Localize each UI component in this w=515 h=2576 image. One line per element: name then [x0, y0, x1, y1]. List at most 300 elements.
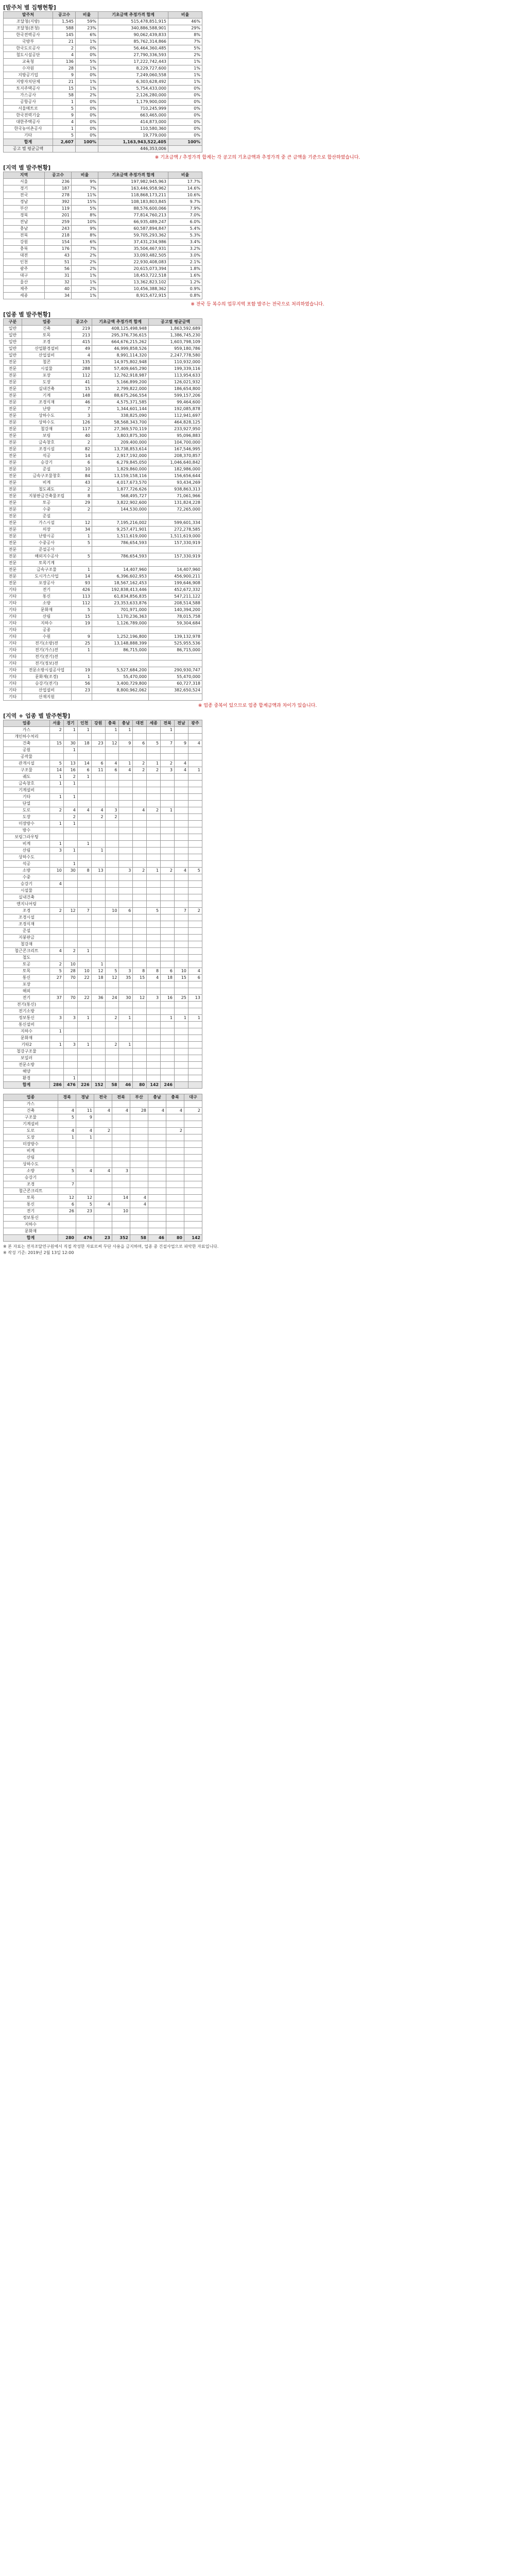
table-cell: 2 [72, 486, 92, 493]
table-cell: 136 [53, 59, 76, 65]
table-cell: 57,409,665,290 [92, 366, 149, 372]
table-cell: 12 [91, 968, 105, 975]
column-header: 공고수 [53, 12, 76, 19]
table-cell: 35 [119, 975, 133, 981]
table-cell: 3 [50, 1015, 64, 1022]
table-cell: 40 [72, 433, 92, 439]
table-cell: 3 [63, 1042, 77, 1048]
table-cell [119, 734, 133, 740]
table-cell: 전기소방 [4, 1008, 50, 1015]
table-cell [119, 928, 133, 935]
table-cell: 난방시공 [22, 533, 72, 540]
table-cell [63, 921, 77, 928]
table-cell: 19,779,000 [98, 132, 168, 139]
table-cell: 1 [119, 1015, 133, 1022]
table-cell: 88,675,266,554 [92, 393, 149, 399]
table-cell [50, 861, 64, 868]
table-row [4, 1075, 202, 1082]
table-cell [130, 1215, 148, 1222]
table-cell [147, 928, 161, 935]
table-cell [91, 854, 105, 861]
table-cell: 0% [76, 45, 98, 52]
table-cell [105, 821, 119, 827]
table-cell: 9 [72, 634, 92, 640]
table-row [4, 1222, 202, 1228]
table-cell: 개인하수처리 [4, 734, 50, 740]
table-cell: 1 [161, 1015, 175, 1022]
table-cell [105, 888, 119, 894]
table-cell: 1.6% [168, 273, 202, 279]
table-cell [119, 874, 133, 881]
table-cell [77, 1075, 91, 1082]
table-cell: 기계설비 [4, 1121, 58, 1128]
table-cell [147, 941, 161, 948]
table-cell: 단열 [4, 801, 50, 807]
table-cell [50, 834, 64, 841]
table-cell [133, 781, 147, 787]
table-cell [184, 1195, 202, 1201]
table-cell [119, 787, 133, 794]
table-cell [175, 814, 188, 821]
table-cell [105, 747, 119, 754]
column-header: 발주처 [4, 12, 53, 19]
table-cell [161, 781, 175, 787]
table-cell [50, 894, 64, 901]
table-row [4, 901, 202, 908]
table-cell: 상하수도 [4, 854, 50, 861]
table-cell [94, 1101, 112, 1108]
table-cell [105, 1075, 119, 1082]
table-cell [58, 1155, 76, 1161]
table-cell [92, 513, 149, 520]
table-row [4, 1128, 202, 1134]
table-cell: 전북 [4, 232, 45, 239]
table-cell [50, 1002, 64, 1008]
footer-line-2: ※ 작성 기준: 2019년 2월 13일 12:00 [3, 1250, 74, 1255]
table-cell: 4 [188, 740, 202, 747]
table-cell: 합계 [4, 1235, 58, 1242]
table-row [4, 914, 202, 921]
table-cell: 기타 [4, 681, 22, 687]
table-cell [130, 1168, 148, 1175]
table-cell [91, 727, 105, 734]
table-cell [188, 1042, 202, 1048]
table-cell [188, 807, 202, 814]
table-cell [105, 894, 119, 901]
table-row [4, 868, 202, 874]
table-cell: 5 [147, 908, 161, 914]
table-cell [91, 914, 105, 921]
table-cell [94, 1195, 112, 1201]
table-row [4, 834, 202, 841]
table-row [4, 1161, 202, 1168]
table-row [4, 527, 202, 533]
table-row [4, 226, 202, 232]
table-cell: 938,863,313 [149, 486, 202, 493]
table-cell: 7,195,216,002 [92, 520, 149, 527]
table-cell [77, 1055, 91, 1062]
table-cell [63, 955, 77, 961]
table-cell [133, 848, 147, 854]
table-cell: 10 [50, 868, 64, 874]
table-cell: 23 [91, 740, 105, 747]
table-cell: 246 [161, 1082, 175, 1089]
table-cell: 5 [50, 760, 64, 767]
table-cell: 259 [45, 219, 72, 226]
table-cell [148, 1101, 166, 1108]
table-cell [105, 1008, 119, 1015]
table-cell [92, 694, 149, 701]
table-cell [105, 848, 119, 854]
table-cell [91, 881, 105, 888]
table-cell: 4 [130, 1195, 148, 1201]
table-cell [130, 1114, 148, 1121]
table-cell [91, 734, 105, 740]
section-title-industry: [업종 별 발주현황] [3, 311, 51, 318]
table-row [4, 19, 202, 25]
table-cell: 209,400,000 [92, 439, 149, 446]
table-cell: 1% [72, 293, 98, 299]
table-cell [77, 941, 91, 948]
table-cell [133, 921, 147, 928]
table-row [4, 112, 202, 119]
table-row [4, 821, 202, 827]
table-cell [166, 1121, 184, 1128]
table-cell [188, 1082, 202, 1089]
table-cell [91, 1042, 105, 1048]
table-cell: 46 [148, 1235, 166, 1242]
table-cell: 조경 [4, 1181, 58, 1188]
table-cell [184, 1215, 202, 1222]
table-row [4, 1235, 202, 1242]
table-cell: 0% [76, 99, 98, 106]
table-cell: 전기(전기)전 [22, 654, 72, 660]
table-cell: 1 [63, 848, 77, 854]
table-cell [94, 1181, 112, 1188]
table-cell [148, 1155, 166, 1161]
table-cell: 기타 [4, 600, 22, 607]
table-cell: 27,790,336,593 [98, 52, 168, 59]
table-cell [161, 955, 175, 961]
table-cell: 서울 [4, 179, 45, 185]
table-row [4, 807, 202, 814]
table-cell: 1 [91, 848, 105, 854]
table-row [4, 25, 202, 32]
table-cell: 상하수도 [22, 419, 72, 426]
table-cell: 1,603,798,109 [149, 339, 202, 346]
table-cell [166, 1148, 184, 1155]
table-cell [105, 1022, 119, 1028]
table-row [4, 734, 202, 740]
table-cell: 547,211,122 [149, 594, 202, 600]
table-cell: 산림 [4, 848, 50, 854]
table-cell [147, 1062, 161, 1069]
table-cell: 15 [53, 86, 76, 92]
table-cell: 18,453,722,518 [98, 273, 168, 279]
table-cell [133, 874, 147, 881]
table-cell [188, 734, 202, 740]
table-cell [166, 1141, 184, 1148]
table-cell: 비계 [4, 841, 50, 848]
table-cell: 실내건축 [4, 894, 50, 901]
table-cell: 28 [63, 968, 77, 975]
table-cell [119, 821, 133, 827]
table-cell: 2 [133, 760, 147, 767]
table-cell [175, 827, 188, 834]
table-cell: 포장 [22, 372, 72, 379]
table-cell: 338,825,090 [92, 413, 149, 419]
table-cell: 1 [50, 841, 64, 848]
table-cell: 0% [76, 112, 98, 119]
table-cell [94, 1175, 112, 1181]
table-cell: 기타 [4, 667, 22, 674]
table-row [4, 493, 202, 500]
table-cell [112, 1181, 130, 1188]
table-cell: 조경식재 [4, 921, 50, 928]
table-cell: 77,814,760,213 [98, 212, 168, 219]
table-cell: 58 [105, 1082, 119, 1089]
table-cell [77, 901, 91, 908]
table-cell: 290,930,747 [149, 667, 202, 674]
table-cell: 1 [63, 794, 77, 801]
table-cell: 토목 [4, 968, 50, 975]
table-cell: 전문 [4, 480, 22, 486]
table-row [4, 801, 202, 807]
table-row [4, 1148, 202, 1155]
table-row [4, 547, 202, 553]
table-cell [77, 1008, 91, 1015]
table-cell [149, 694, 202, 701]
table-cell [166, 1215, 184, 1222]
table-cell: 인천 [4, 259, 45, 266]
table-cell: 0% [168, 99, 202, 106]
table-cell [119, 794, 133, 801]
table-cell [161, 1075, 175, 1082]
table-cell: 1,511,619,000 [92, 533, 149, 540]
table-row [4, 674, 202, 681]
table-cell: 568,495,727 [92, 493, 149, 500]
table-cell: 4,575,371,585 [92, 399, 149, 406]
table-cell [58, 1121, 76, 1128]
table-row [4, 760, 202, 767]
table-cell [133, 894, 147, 901]
table-cell: 5 [53, 132, 76, 139]
table-row [4, 587, 202, 594]
table-cell [133, 774, 147, 781]
table-cell [149, 513, 202, 520]
table-cell: 10 [63, 961, 77, 968]
table-cell: 기타 [4, 640, 22, 647]
table-cell [119, 827, 133, 834]
table-cell: 11 [91, 767, 105, 774]
table-cell: 보일러 [4, 1055, 50, 1062]
table-cell [105, 955, 119, 961]
table-cell: 3,803,875,300 [92, 433, 149, 439]
table-cell: 476 [76, 1235, 94, 1242]
table-cell [133, 861, 147, 868]
table-cell: 12 [58, 1195, 76, 1201]
table-cell [147, 981, 161, 988]
table-cell: 1 [50, 1042, 64, 1048]
table-cell: 18 [91, 975, 105, 981]
table-cell: 일반 [4, 346, 22, 352]
table-cell [188, 774, 202, 781]
table-cell: 56 [72, 681, 92, 687]
table-cell: 199,339,116 [149, 366, 202, 372]
table-cell: 414,873,000 [98, 119, 168, 126]
table-cell [133, 1035, 147, 1042]
table-cell: 5% [72, 206, 98, 212]
table-row [4, 332, 202, 339]
table-cell [58, 1228, 76, 1235]
table-cell: 승강기 [22, 460, 72, 466]
table-cell [91, 888, 105, 894]
table-cell [175, 794, 188, 801]
table-cell [161, 981, 175, 988]
table-cell [91, 901, 105, 908]
table-cell: 도장 [22, 379, 72, 386]
table-cell: 1.8% [168, 266, 202, 273]
table-cell: 2 [94, 1128, 112, 1134]
table-cell [50, 901, 64, 908]
table-cell [133, 1055, 147, 1062]
table-cell: 비계 [22, 480, 72, 486]
table-cell: 25 [175, 995, 188, 1002]
table-cell [133, 948, 147, 955]
table-cell: 46% [168, 19, 202, 25]
table-cell: 157,330,919 [149, 553, 202, 560]
table-cell: 176 [45, 246, 72, 252]
table-cell [77, 787, 91, 794]
table-cell: 2 [91, 814, 105, 821]
table-cell: 1,046,640,842 [149, 460, 202, 466]
table-cell: 2 [105, 1015, 119, 1022]
table-cell [119, 841, 133, 848]
table-cell: 0% [76, 72, 98, 79]
table-cell: 8,800,962,062 [92, 687, 149, 694]
table-row [4, 687, 202, 694]
table-cell: 세종 [4, 293, 45, 299]
table-cell [130, 1101, 148, 1108]
table-cell [119, 1008, 133, 1015]
table-cell [161, 1035, 175, 1042]
table-cell [161, 1062, 175, 1069]
table-cell: 광주 [4, 266, 45, 273]
table-cell [147, 1035, 161, 1042]
table-cell: 철콘 [22, 359, 72, 366]
table-row [4, 399, 202, 406]
table-cell [133, 981, 147, 988]
table-row [4, 754, 202, 760]
table-row [4, 206, 202, 212]
table-cell [91, 747, 105, 754]
table-cell [161, 921, 175, 928]
table-cell: 공종 [22, 627, 72, 634]
table-cell [149, 654, 202, 660]
orderer-table [3, 11, 202, 152]
table-cell [161, 1042, 175, 1048]
table-cell: 71,061,966 [149, 493, 202, 500]
table-row [4, 580, 202, 587]
table-row [4, 600, 202, 607]
table-cell: 1% [76, 65, 98, 72]
table-row [4, 620, 202, 627]
column-header: 비율 [168, 12, 202, 19]
table-cell: 2 [133, 868, 147, 874]
table-cell: 27 [50, 975, 64, 981]
table-cell [76, 1175, 94, 1181]
table-cell: 9 [175, 740, 188, 747]
table-cell [188, 760, 202, 767]
table-cell [161, 794, 175, 801]
table-cell: 110,932,000 [149, 359, 202, 366]
table-cell [148, 1161, 166, 1168]
table-cell [119, 1028, 133, 1035]
table-cell: 1 [77, 1015, 91, 1022]
table-row [4, 955, 202, 961]
table-cell: 0% [168, 106, 202, 112]
table-cell: 2,917,192,000 [92, 453, 149, 460]
table-cell [76, 1215, 94, 1222]
table-row [4, 607, 202, 614]
table-cell [175, 948, 188, 955]
table-cell: 가스공사 [4, 92, 53, 99]
table-cell: 12 [63, 908, 77, 914]
table-cell [119, 914, 133, 921]
table-row [4, 1002, 202, 1008]
table-cell: 157,330,919 [149, 540, 202, 547]
table-cell: 5 [72, 540, 92, 547]
table-cell: 51 [45, 259, 72, 266]
table-cell [133, 727, 147, 734]
table-cell: 55,470,000 [92, 674, 149, 681]
table-cell [92, 627, 149, 634]
table-cell [50, 874, 64, 881]
table-cell: 수자원 [4, 65, 53, 72]
table-cell [105, 881, 119, 888]
table-cell: 합계 [4, 1082, 50, 1089]
table-cell: 대전 [4, 252, 45, 259]
table-cell: 2 [188, 908, 202, 914]
column-header: 부산 [130, 1094, 148, 1101]
table-cell: 5% [168, 45, 202, 52]
table-cell: 0% [168, 92, 202, 99]
table-cell: 기타 [4, 687, 22, 694]
table-cell [133, 841, 147, 848]
table-row [4, 1114, 202, 1121]
table-cell [91, 928, 105, 935]
table-cell [166, 1208, 184, 1215]
table-cell: 산재지원 [22, 694, 72, 701]
table-cell: 66,935,489,247 [98, 219, 168, 226]
table-cell: 지방공기업 [4, 72, 53, 79]
table-row [4, 1181, 202, 1188]
column-header: 비율 [168, 172, 202, 179]
table-cell: 59% [76, 19, 98, 25]
table-cell [63, 894, 77, 901]
table-row [4, 614, 202, 620]
table-cell [147, 1015, 161, 1022]
table-cell [166, 1181, 184, 1188]
table-cell [91, 1008, 105, 1015]
table-cell: 56,464,360,485 [98, 45, 168, 52]
table-cell: 1 [77, 841, 91, 848]
table-cell [50, 928, 64, 935]
table-cell [133, 787, 147, 794]
table-cell: 219 [72, 326, 92, 332]
table-cell [175, 774, 188, 781]
table-cell [184, 1134, 202, 1141]
